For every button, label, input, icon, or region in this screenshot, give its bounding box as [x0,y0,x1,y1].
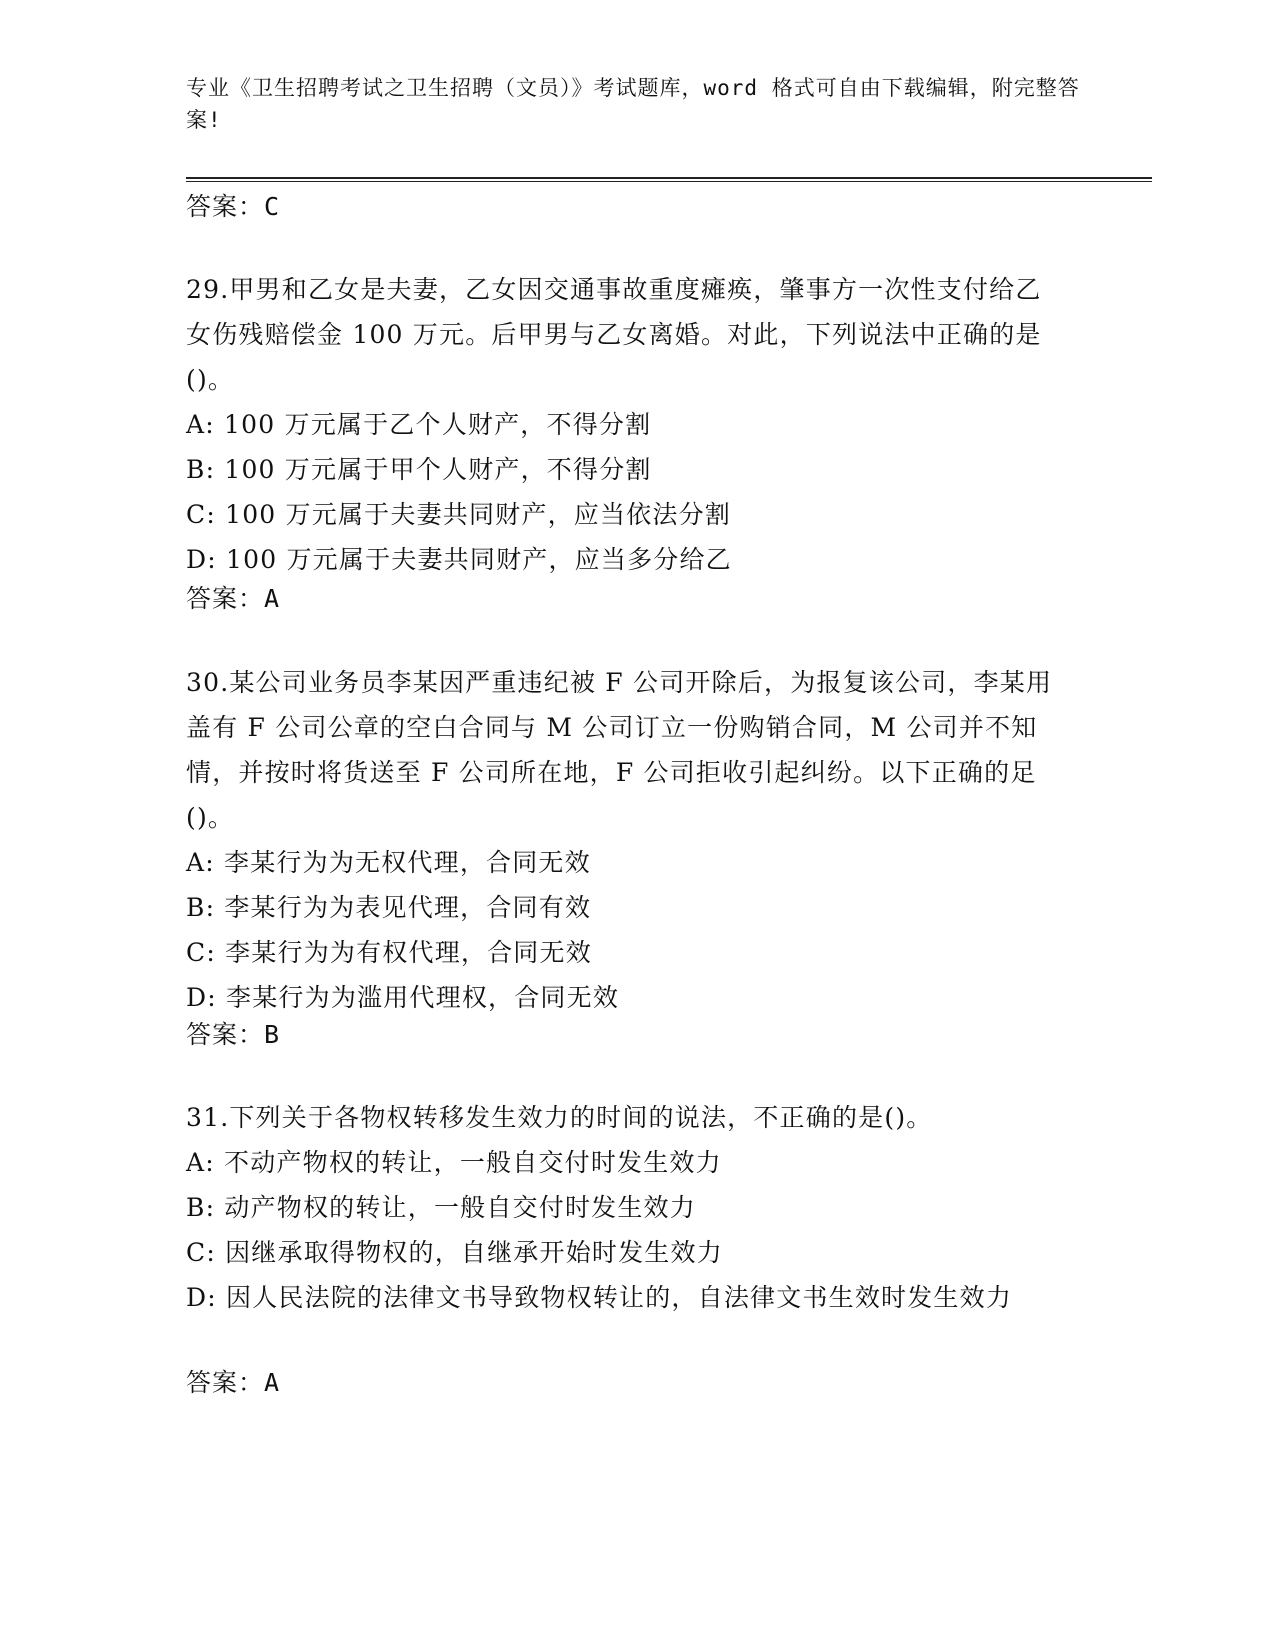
previous-answer: 答案：C [186,192,281,221]
question-stem: 30.某公司业务员李某因严重违纪被 F 公司开除后，为报复该公司，李某用盖有 F 公司公章的空白合同与 M 公司订立一份购销合同，M 公司并不知情，并按时将货送至 F 公司所在地，F 公司拒收引起纠纷。以下正确的足()。 [186,668,1053,832]
answer-29: 答案：A [186,584,281,613]
option-d: D: 因人民法院的法律文书导致物权转让的，自法律文书生效时发生效力 [186,1283,1013,1312]
header-rule [186,177,1152,182]
option-b: B: 动产物权的转让，一般自交付时发生效力 [186,1193,696,1222]
document-header: 专业《卫生招聘考试之卫生招聘（文员）》考试题库，word 格式可自由下载编辑，附完整答案! [186,76,1080,132]
question-29 [186,267,1066,582]
option-c: C: 100 万元属于夫妻共同财产，应当依法分割 [186,500,731,529]
option-d: D: 100 万元属于夫妻共同财产，应当多分给乙 [186,545,732,574]
option-c: C: 因继承取得物权的，自继承开始时发生效力 [186,1238,723,1267]
option-a: A: 不动产物权的转让，一般自交付时发生效力 [186,1148,722,1177]
option-d: D: 李某行为为滥用代理权，合同无效 [186,983,620,1012]
option-b: B: 李某行为为表见代理，合同有效 [186,893,592,922]
answer-30: 答案：B [186,1020,281,1049]
answer-31: 答案：A [186,1368,281,1397]
question-stem: 31.下列关于各物权转移发生效力的时间的说法，不正确的是()。 [186,1103,933,1132]
question-stem: 29.甲男和乙女是夫妻，乙女因交通事故重度瘫痪，肇事方一次性支付给乙女伤残赔偿金 100 万元。后甲男与乙女离婚。对此，下列说法中正确的是()。 [186,275,1042,394]
option-c: C: 李某行为为有权代理，合同无效 [186,938,592,967]
option-b: B: 100 万元属于甲个人财产，不得分割 [186,455,652,484]
question-31 [186,1095,1066,1320]
option-a: A: 李某行为为无权代理，合同无效 [186,848,591,877]
question-30 [186,660,1066,1020]
option-a: A: 100 万元属于乙个人财产，不得分割 [186,410,652,439]
